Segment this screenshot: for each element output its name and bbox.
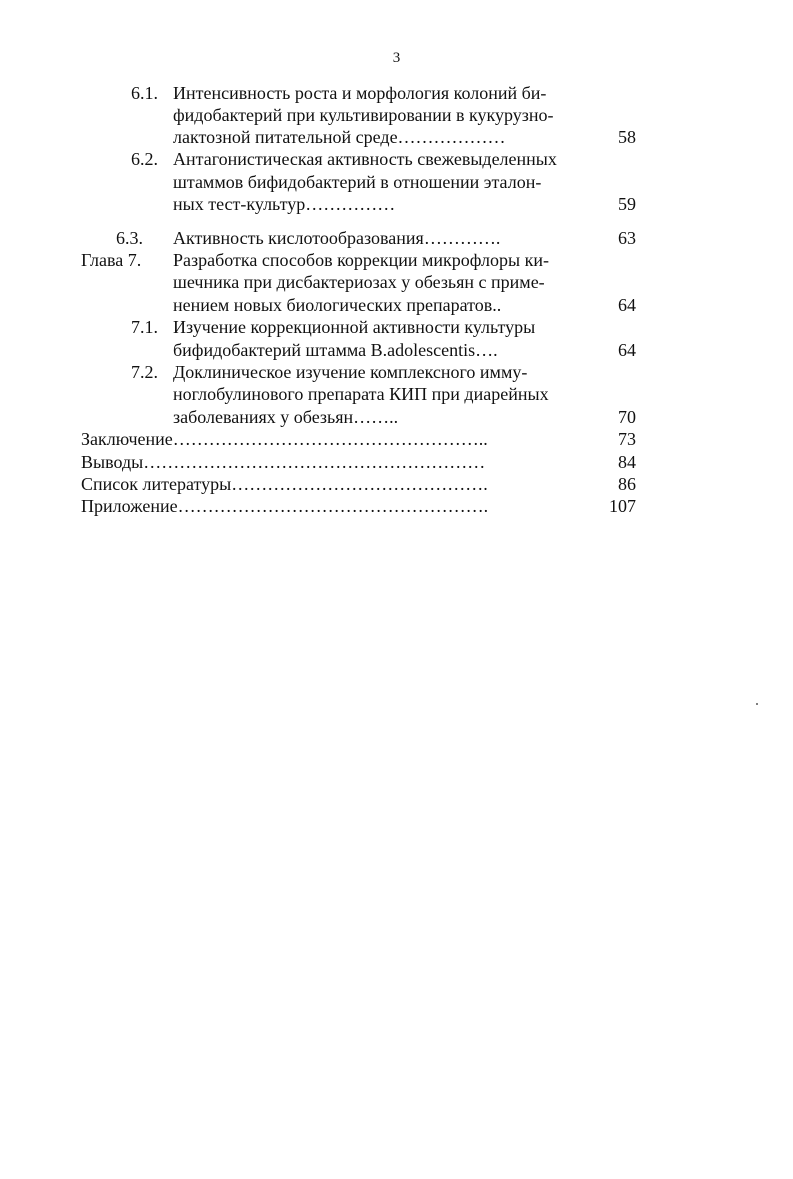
toc-entry-number: 7.1.	[131, 317, 158, 337]
toc-entry-line: Разработка способов коррекции микрофлоры ки-	[173, 250, 549, 270]
toc-entry-page: 58	[618, 127, 636, 147]
toc-entry-page: 64	[618, 295, 636, 315]
toc-entry-line: лактозной питательной среде………………	[173, 127, 506, 147]
toc-section-title: Заключение……………………………………………..	[81, 429, 488, 449]
toc-entry-line: Антагонистическая активность свежевыделенных	[173, 149, 557, 169]
toc-entry-line: ноглобулинового препарата КИП при диарейных	[173, 384, 549, 404]
scan-speck	[756, 703, 758, 705]
toc-section-page: 107	[609, 496, 636, 516]
toc-entry-number: 6.3.	[116, 228, 143, 248]
toc-section-title: Приложение…………………………………………….	[81, 496, 489, 516]
toc-entry-page: 70	[618, 407, 636, 427]
toc-section-page: 73	[618, 429, 636, 449]
toc-entry-line: бифидобактерий штамма B.adolescentis….	[173, 340, 498, 360]
toc-entry-line: ных тест-культур……………	[173, 194, 396, 214]
toc-entry-line: Активность кислотообразования………….	[173, 228, 501, 248]
toc-section-title: Список литературы…………………………………….	[81, 474, 488, 494]
toc-entry-page: 64	[618, 340, 636, 360]
toc-entry-line: штаммов бифидобактерий в отношении эталон-	[173, 172, 542, 192]
toc-entry-number: 6.1.	[131, 83, 158, 103]
toc-entry-line: нением новых биологических препаратов..	[173, 295, 502, 315]
toc-entry-number: 6.2.	[131, 149, 158, 169]
toc-entry-line: шечника при дисбактериозах у обезьян с приме-	[173, 272, 545, 292]
toc-entry-line: фидобактерий при культивировании в кукурузно-	[173, 105, 554, 125]
toc-entry-page: 59	[618, 194, 636, 214]
toc-entry-page: 63	[618, 228, 636, 248]
toc-chapter-number: Глава 7.	[81, 250, 142, 270]
toc-entry-number: 7.2.	[131, 362, 158, 382]
toc-entry-line: Интенсивность роста и морфология колоний би-	[173, 83, 547, 103]
toc-section-page: 86	[618, 474, 636, 494]
page-number: 3	[392, 50, 401, 66]
toc-entry-line: Изучение коррекционной активности культуры	[173, 317, 536, 337]
toc-section-page: 84	[618, 452, 636, 472]
toc-entry-line: заболеваниях у обезьян……..	[173, 407, 399, 427]
toc-section-title: Выводы…………………………………………………	[81, 452, 486, 472]
toc-entry-line: Доклиническое изучение комплексного имму-	[173, 362, 528, 382]
